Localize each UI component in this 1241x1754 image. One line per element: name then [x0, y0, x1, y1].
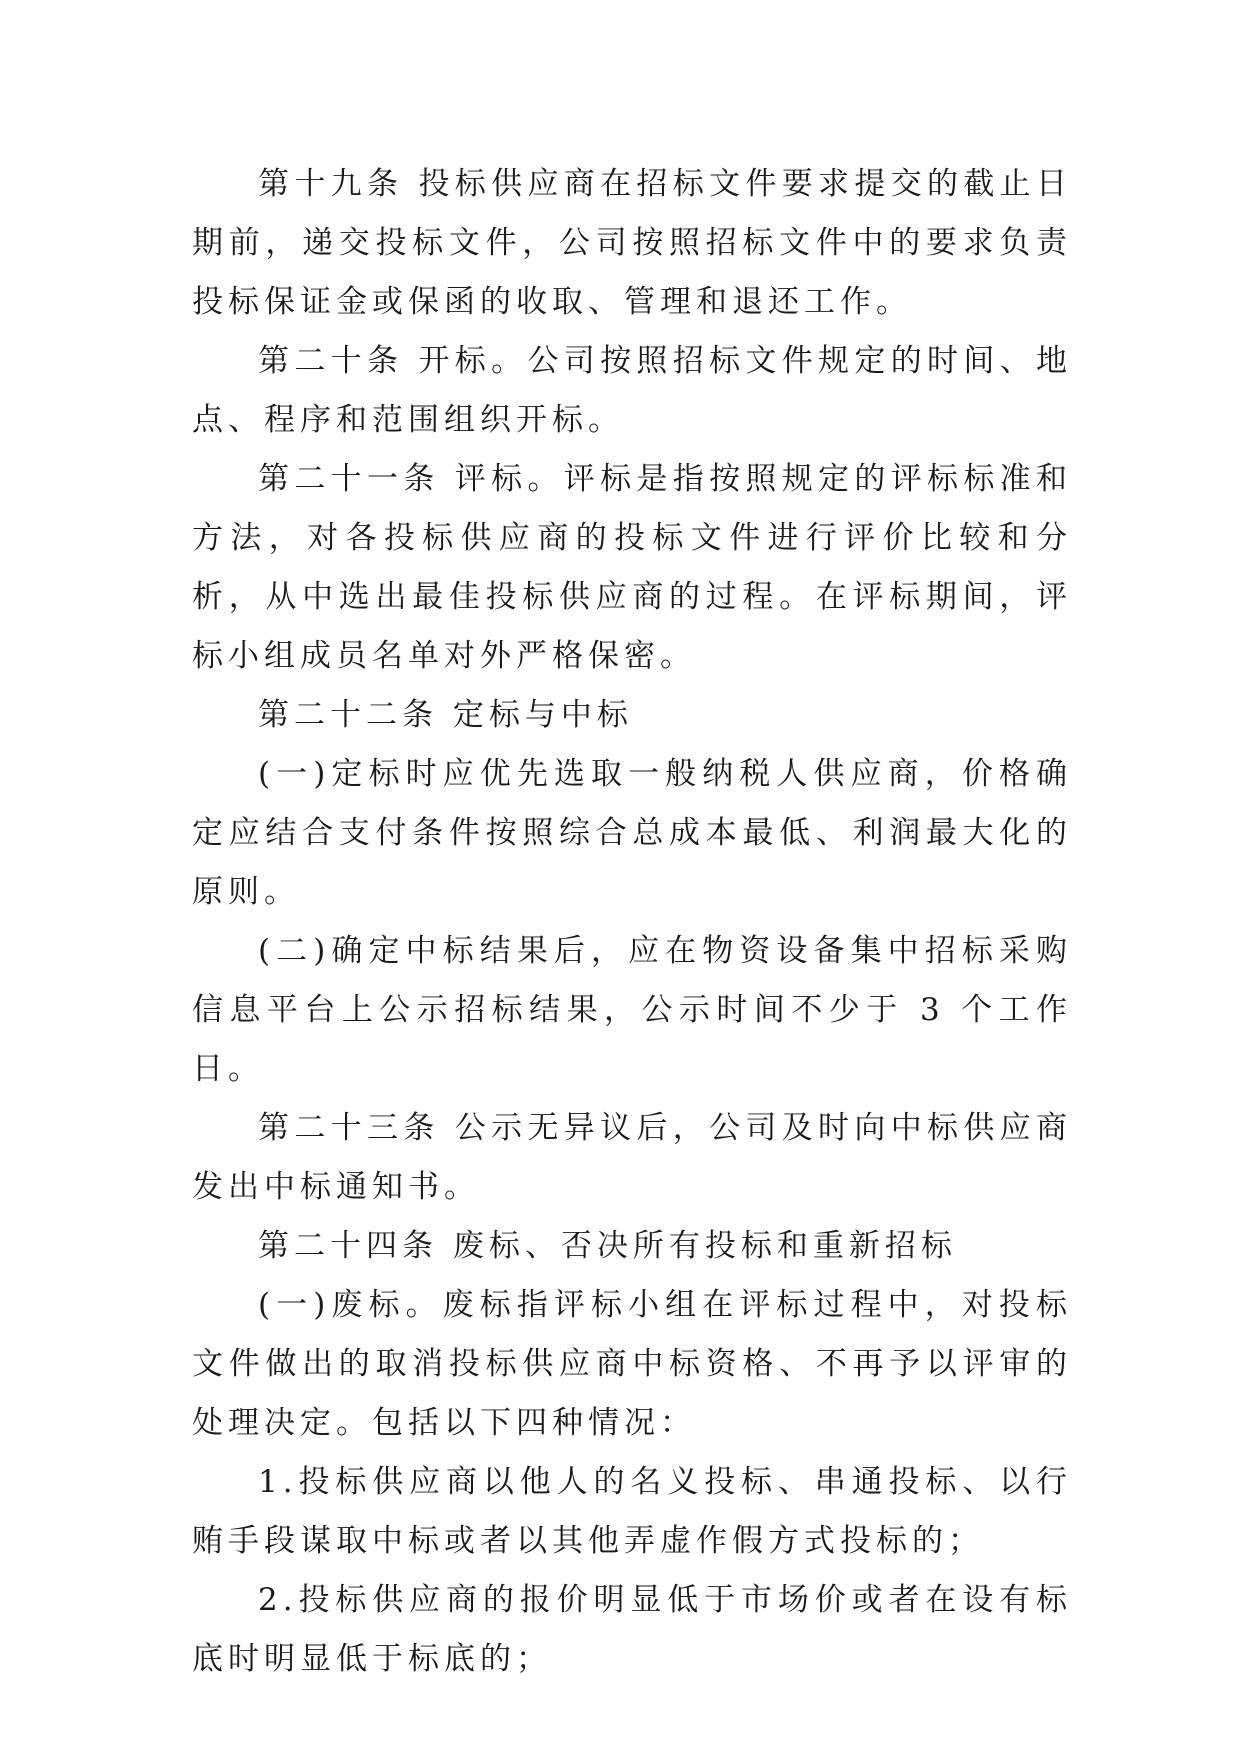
paragraph-article-23: 第二十三条 公示无异议后，公司及时向中标供应商发出中标通知书。 — [192, 1110, 1072, 1205]
paragraph-article-22-item-2: (二)确定中标结果后，应在物资设备集中招标采购信息平台上公示招标结果，公示时间不少于 3 个工作日。 — [192, 933, 1072, 1087]
paragraph-article-24-item-1: (一)废标。废标指评标小组在评标过程中，对投标文件做出的取消投标供应商中标资格、不再予以评审的处理决定。包括以下四种情况： — [192, 1287, 1072, 1441]
paragraph-article-24-heading: 第二十四条 废标、否决所有投标和重新招标 — [258, 1228, 957, 1264]
paragraph-article-22-item-1: (一)定标时应优先选取一般纳税人供应商，价格确定应结合支付条件按照综合总成本最低、利润最大化的原则。 — [192, 756, 1072, 910]
paragraph-article-20: 第二十条 开标。公司按照招标文件规定的时间、地点、程序和范围组织开标。 — [192, 343, 1072, 438]
document-body — [192, 155, 1072, 1689]
paragraph-article-21: 第二十一条 评标。评标是指按照规定的评标标准和方法，对各投标供应商的投标文件进行评价比较和分析，从中选出最佳投标供应商的过程。在评标期间，评标小组成员名单对外严格保密。 — [192, 461, 1072, 674]
paragraph-article-24-case-1: 1.投标供应商以他人的名义投标、串通投标、以行贿手段谋取中标或者以其他弄虚作假方式投标的； — [192, 1464, 1072, 1559]
paragraph-article-22-heading: 第二十二条 定标与中标 — [258, 697, 633, 733]
paragraph-article-24-case-2: 2.投标供应商的报价明显低于市场价或者在设有标底时明显低于标底的； — [192, 1582, 1072, 1677]
paragraph-article-19: 第十九条 投标供应商在招标文件要求提交的截止日期前，递交投标文件，公司按照招标文件中的要求负责投标保证金或保函的收取、管理和退还工作。 — [192, 166, 1072, 320]
